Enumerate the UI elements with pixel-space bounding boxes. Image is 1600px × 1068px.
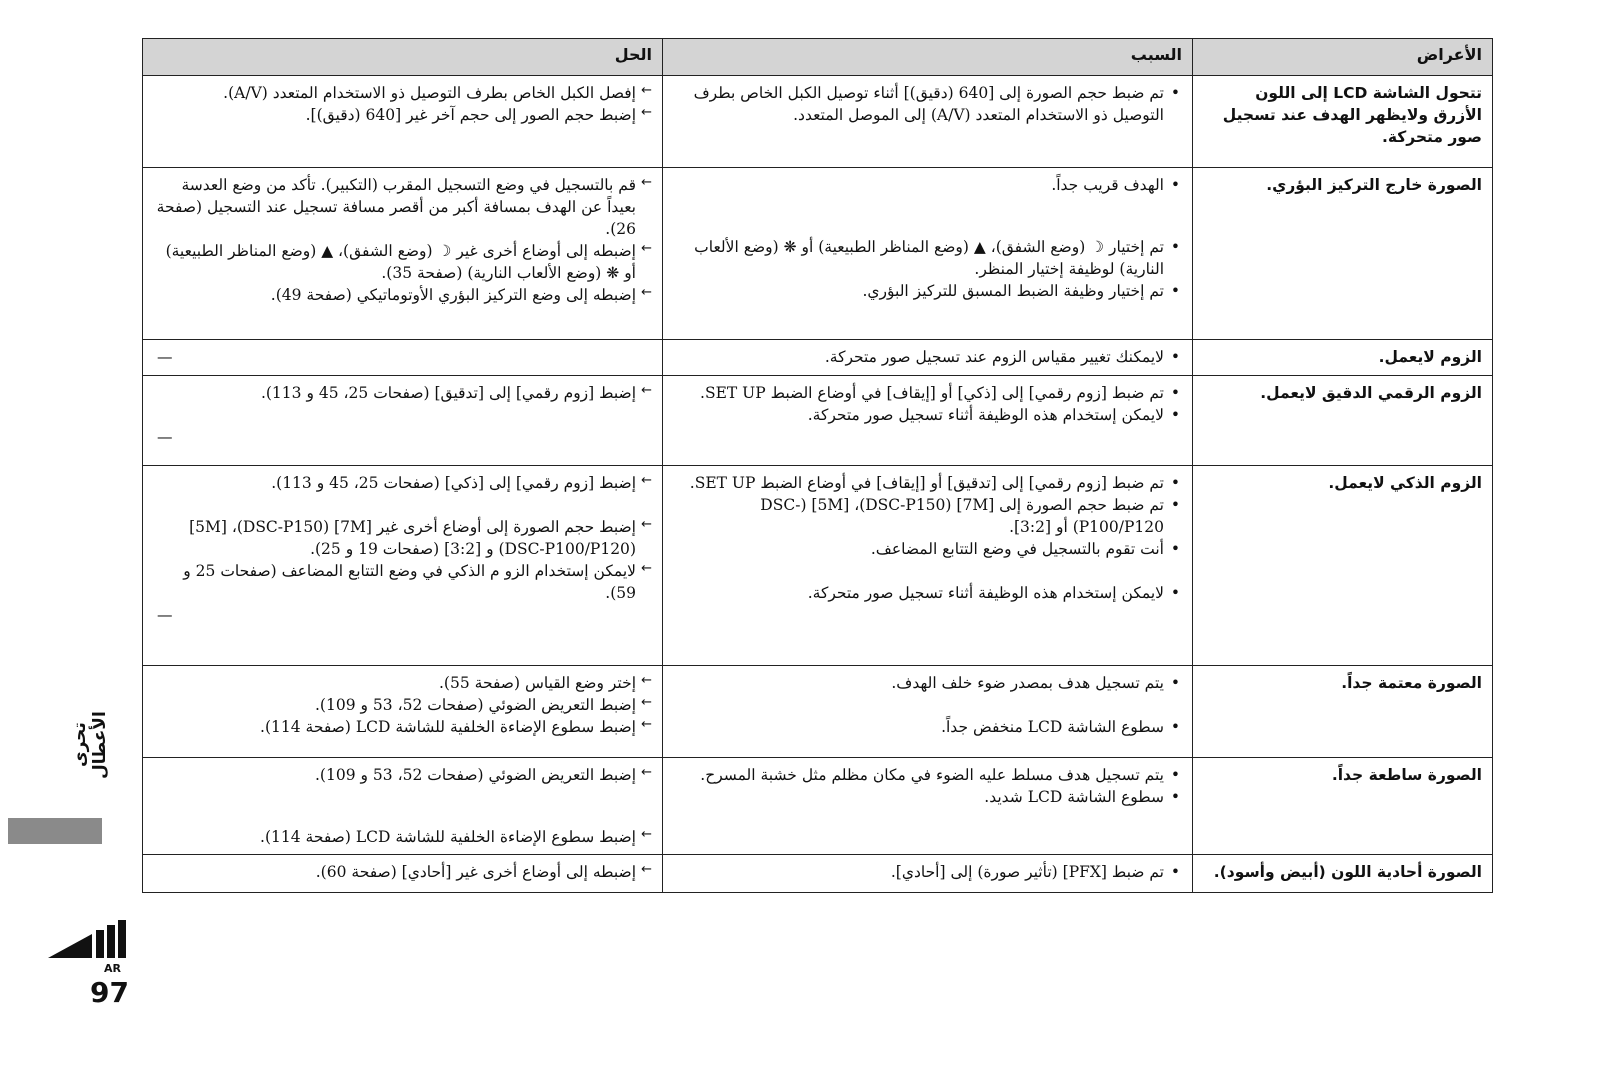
symptom-cell: تتحول الشاشة LCD إلى اللون الأزرق ولايظهر الهدف عند تسجيل صور متحركة. — [1193, 76, 1493, 168]
cause-item: • سطوع الشاشة LCD منخفض جداً. — [673, 716, 1182, 738]
solution-item: ← إضبط سطوع الإضاءة الخلفية للشاشة LCD (صفحة 114). — [153, 716, 652, 738]
page-number: 97 — [90, 976, 129, 1009]
cause-item: • لايمكن إستخدام هذه الوظيفة أثناء تسجيل صور متحركة. — [673, 582, 1182, 604]
cause-item: • تم ضبط حجم الصورة إلى [640 (دقيق)] أثناء توصيل الكبل الخاص بطرف التوصيل ذو الاستخدام المتعدد (A/V) إلى الموصل المتعدد. — [673, 82, 1182, 126]
solution-item: ← إضبطه إلى أوضاع أخرى غير ☽ (وضع الشفق)، ▲ (وضع المناظر الطبيعية) أو ❋ (وضع الألعاب النارية) (صفحة 35). — [153, 240, 652, 284]
symptom-cell: الصورة خارج التركيز البؤري. — [1193, 168, 1493, 340]
solution-item: — — [157, 428, 173, 446]
symptom-cell: الصورة معتمة جداً. — [1193, 666, 1493, 758]
header-cause: السبب — [663, 39, 1193, 76]
solution-cell — [143, 168, 663, 340]
cause-cell — [663, 168, 1193, 340]
language-code: AR — [104, 962, 121, 975]
solution-cell — [143, 76, 663, 168]
cause-cell — [663, 666, 1193, 758]
solution-cell — [143, 466, 663, 666]
solution-item: ← إضبط حجم الصور إلى حجم آخر غير [640 (دقيق)]. — [153, 104, 652, 126]
cause-item: • تم إختيار ☽ (وضع الشفق)، ▲ (وضع المناظر الطبيعية) أو ❋ (وضع الألعاب النارية) لوظيفة إختيار المنظر. — [673, 236, 1182, 280]
cause-cell — [663, 376, 1193, 466]
solution-item: ← إضبطه إلى وضع التركيز البؤري الأوتوماتيكي (صفحة 49). — [153, 284, 652, 306]
cause-cell — [663, 758, 1193, 855]
cause-item: • الهدف قريب جداً. — [673, 174, 1182, 196]
cause-item: • تم ضبط [زوم رقمي] إلى [تدقيق] أو [إيقاف] في أوضاع الضبط SET UP. — [673, 472, 1182, 494]
cause-item: • لايمكن إستخدام هذه الوظيفة أثناء تسجيل صور متحركة. — [673, 404, 1182, 426]
symptom-cell: الصورة ساطعة جداً. — [1193, 758, 1493, 855]
solution-item: ← إضبط التعريض الضوئي (صفحات 52، 53 و 109). — [153, 764, 652, 786]
cause-item: • تم إختيار وظيفة الضبط المسبق للتركيز البؤري. — [673, 280, 1182, 302]
solution-item: ← إضبط حجم الصورة إلى أوضاع أخرى غير [7M] (DSC-P150)، [5M] (DSC-P100/P120) و [3:2] (صفحات 19 و 25). — [153, 516, 652, 560]
solution-item: ← إضبط [زوم رقمي] إلى [ذكي] (صفحات 25، 45 و 113). — [153, 472, 652, 494]
solution-item: — — [157, 348, 173, 366]
symptom-cell: الصورة أحادية اللون (أبيض وأسود). — [1193, 855, 1493, 893]
solution-item: ← لايمكن إستخدام الزو م الذكي في وضع التتابع المضاعف (صفحات 25 و 59). — [153, 560, 652, 604]
cause-item: • تم ضبط حجم الصورة إلى [7M] (DSC-P150)، [5M] (DSC-P100/P120) أو [3:2]. — [673, 494, 1182, 538]
solution-item: ← إضبط [زوم رقمي] إلى [تدقيق] (صفحات 25، 45 و 113). — [153, 382, 652, 404]
table-row — [143, 376, 1493, 466]
header-symptoms: الأعراض — [1193, 39, 1493, 76]
cause-item: • أنت تقوم بالتسجيل في وضع التتابع المضاعف. — [673, 538, 1182, 560]
solution-cell — [143, 376, 663, 466]
cause-cell — [663, 76, 1193, 168]
symptom-cell: الزوم الرقمي الدقيق لايعمل. — [1193, 376, 1493, 466]
section-tab-bar — [8, 818, 102, 844]
cause-item: • تم ضبط [زوم رقمي] إلى [ذكي] أو [إيقاف] في أوضاع الضبط SET UP. — [673, 382, 1182, 404]
solution-item: ← إضبط التعريض الضوئي (صفحات 52، 53 و 109). — [153, 694, 652, 716]
table-row — [143, 855, 1493, 893]
solution-item: — — [157, 606, 173, 624]
solution-item: ← قم بالتسجيل في وضع التسجيل المقرب (التكبير). تأكد من وضع العدسة بعيداً عن الهدف بمسافة أكبر من أقصر مسافة تسجيل عند التسجيل (صفحة 26). — [153, 174, 652, 240]
table-row — [143, 466, 1493, 666]
solution-cell — [143, 758, 663, 855]
header-solution: الحل — [143, 39, 663, 76]
signal-bars-icon — [48, 920, 126, 960]
cause-cell — [663, 340, 1193, 376]
cause-cell — [663, 466, 1193, 666]
solution-cell — [143, 666, 663, 758]
cause-item: • سطوع الشاشة LCD شديد. — [673, 786, 1182, 808]
solution-item: ← إفصل الكبل الخاص بطرف التوصيل ذو الاستخدام المتعدد (A/V). — [153, 82, 652, 104]
cause-item: • تم ضبط [PFX] (تأثير صورة) إلى [أحادي]. — [673, 861, 1182, 883]
cause-item: • يتم تسجيل هدف بمصدر ضوء خلف الهدف. — [673, 672, 1182, 694]
solution-item: ← إضبط سطوع الإضاءة الخلفية للشاشة LCD (صفحة 114). — [153, 826, 652, 848]
table-row — [143, 666, 1493, 758]
cause-item: • يتم تسجيل هدف مسلط عليه الضوء في مكان مظلم مثل خشبة المسرح. — [673, 764, 1182, 786]
cause-cell — [663, 855, 1193, 893]
solution-cell — [143, 855, 663, 893]
table-header-row — [143, 39, 1493, 76]
table-row — [143, 758, 1493, 855]
solution-cell — [143, 340, 663, 376]
section-side-label: تحرى الأعطال — [70, 711, 110, 779]
solution-item: ← إضبطه إلى أوضاع أخرى غير [أحادي] (صفحة 60). — [153, 861, 652, 883]
table-row — [143, 76, 1493, 168]
symptom-cell: الزوم الذكي لايعمل. — [1193, 466, 1493, 666]
solution-item: ← إختر وضع القياس (صفحة 55). — [153, 672, 652, 694]
table-row — [143, 168, 1493, 340]
cause-item: • لايمكنك تغيير مقياس الزوم عند تسجيل صور متحركة. — [673, 346, 1182, 368]
symptom-cell: الزوم لايعمل. — [1193, 340, 1493, 376]
table-row — [143, 340, 1493, 376]
troubleshooting-table — [142, 38, 1493, 893]
